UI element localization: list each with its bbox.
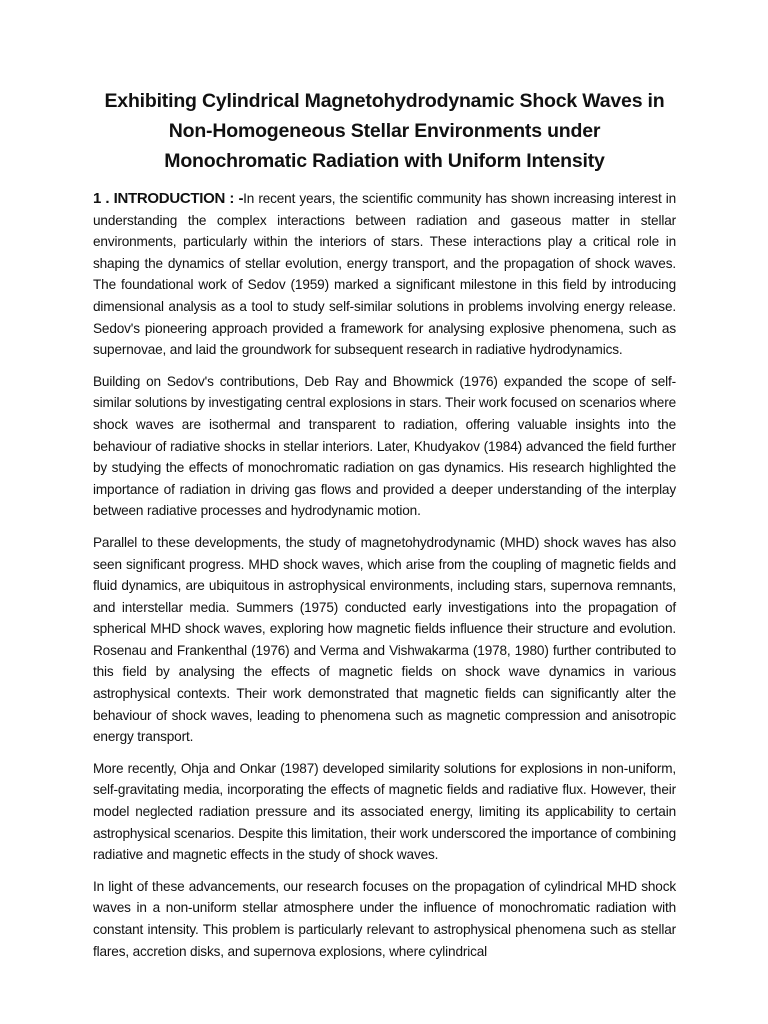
paragraph-intro [93, 188, 676, 361]
paper-title [93, 86, 676, 176]
title-line: Exhibiting Cylindrical Magnetohydrodynamic Shock Waves in [104, 90, 665, 112]
paragraph-text: In recent years, the scientific community has shown increasing interest in understanding the complex interactions between radiation and gaseous matter in stellar environments, particularly within the interiors of stars. These interactions play a critical role in shaping the dynamics of stellar evolution, energy transport, and the propagation of shock waves. The foundational work of Sedov (1959) marked a significant milestone in this field by introducing dimensional analysis as a tool to study self-similar solutions in problems involving energy release. Sedov's pioneering approach provided a framework for analysing explosive phenomena, such as supernovae, and laid the groundwork for subsequent research in radiative hydrodynamics. [93, 191, 676, 358]
title-line: Non-Homogeneous Stellar Environments under [168, 120, 601, 142]
paragraph: Building on Sedov's contributions, Deb Ray and Bhowmick (1976) expanded the scope of self-similar solutions by investigating central explosions in stars. Their work focused on scenarios where shock waves are isothermal and transparent to radiation, offering valuable insights into the behaviour of radiative shocks in stellar interiors. Later, Khudyakov (1984) advanced the field further by studying the effects of monochromatic radiation on gas dynamics. His research highlighted the importance of radiation in driving gas flows and provided a deeper understanding of the interplay between radiative processes and hydrodynamic motion. [93, 373, 677, 519]
paragraph: Parallel to these developments, the study of magnetohydrodynamic (MHD) shock waves has also seen significant progress. MHD shock waves, which arise from the coupling of magnetic fields and fluid dynamics, are ubiquitous in astrophysical environments, including stars, supernova remnants, and interstellar media. Summers (1975) conducted early investigations into the propagation of spherical MHD shock waves, exploring how magnetic fields influence their structure and evolution. Rosenau and Frankenthal (1976) and Verma and Vishwakarma (1978, 1980) further contributed to this field by analysing the effects of magnetic fields on shock wave dynamics in various astrophysical contexts. Their work demonstrated that magnetic fields can significantly alter the behaviour of shock waves, leading to phenomena such as magnetic compression and anisotropic energy transport. [93, 534, 676, 745]
section-heading: 1 . INTRODUCTION : - [93, 190, 244, 207]
paragraph: In light of these advancements, our research focuses on the propagation of cylindrical MHD shock waves in a non-uniform stellar atmosphere under the influence of monochromatic radiation with constant intensity. This problem is particularly relevant to astrophysical phenomena such as stellar flares, accretion disks, and supernova explosions, where cylindrical [93, 878, 676, 959]
title-line: Monochromatic Radiation with Uniform Intensity [164, 150, 605, 172]
paragraph: More recently, Ohja and Onkar (1987) developed similarity solutions for explosions in non-uniform, self-gravitating media, incorporating the effects of magnetic fields and radiative flux. However, their model neglected radiation pressure and its associated energy, limiting its applicability to certain astrophysical scenarios. Despite this limitation, their work underscored the importance of combining radiative and magnetic effects in the study of shock waves. [93, 760, 676, 863]
